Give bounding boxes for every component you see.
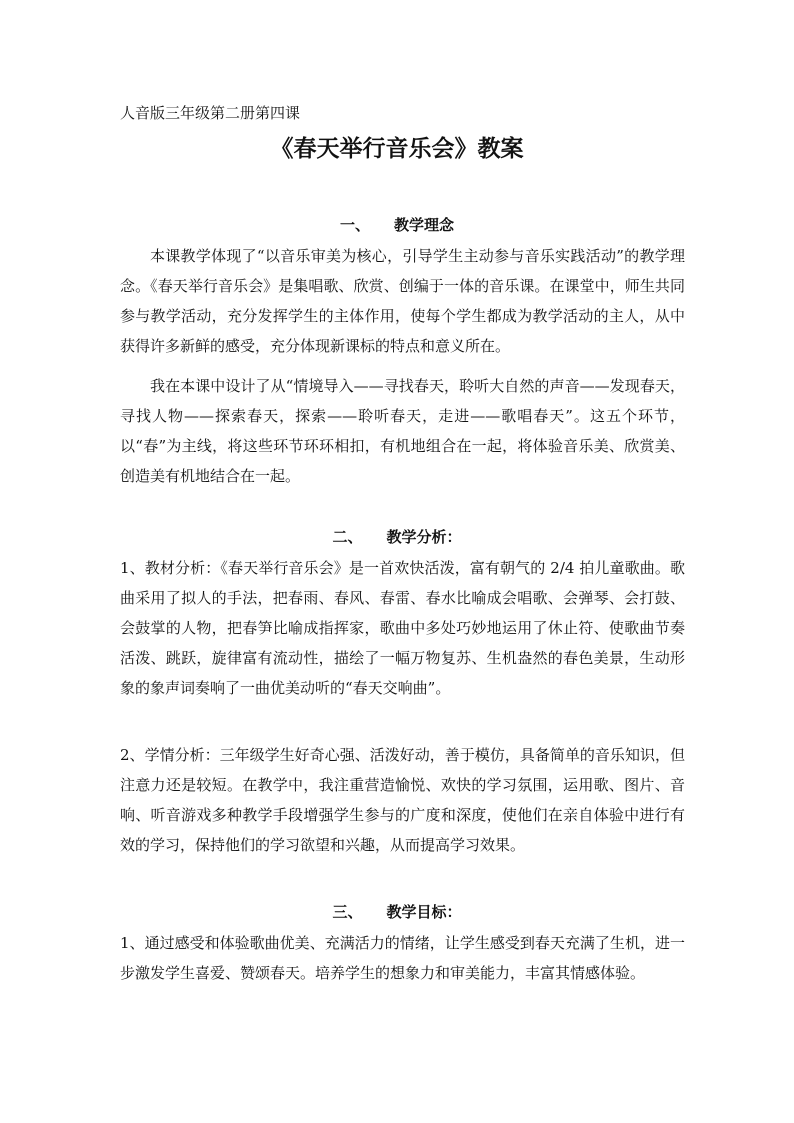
paragraph: 本课教学体现了“以音乐审美为核心，引导学生主动参与音乐实践活动”的教学理念。《春天举行音乐会》是集唱歌、欣赏、创编于一体的音乐课。在课堂中，师生共同参与教学活动，充分发挥学生的主体作用，使每个学生都成为教学活动的主人，从中获得许多新鲜的感受，充分体现新课标的特点和意义所在。 — [120, 247, 685, 355]
section-number: 一、 — [339, 216, 370, 234]
section-title: 教学目标： — [386, 903, 462, 921]
paragraph: 1、教材分析：《春天举行音乐会》是一首欢快活泼，富有朝气的 2/4 拍儿童歌曲。歌曲采用了拟人的手法，把春雨、春风、春雷、春水比喻成会唱歌、会弹琴、会打鼓、会鼓掌的人物，把春笋比喻成指挥家，歌曲中多处巧妙地运用了休止符、使歌曲节奏活泼、跳跃，旋律富有流动性，描绘了一幅万物复苏、生机盎然的春色美景，生动形象的象声词奏响了一曲优美动听的“春天交响曲”。 — [120, 559, 685, 697]
document-title: 《春天举行音乐会》教案 — [270, 135, 524, 162]
section-heading-2 — [0, 527, 794, 547]
paragraph: 1、通过感受和体验歌曲优美、充满活力的情绪，让学生感受到春天充满了生机，进一步激发学生喜爱、赞颂春天。培养学生的想象力和审美能力，丰富其情感体验。 — [120, 934, 685, 982]
paragraph: 我在本课中设计了从“情境导入——寻找春天，聆听大自然的声音——发现春天，寻找人物——探索春天，探索——聆听春天，走进——歌唱春天”。这五个环节，以“春”为主线，将这些环节环环相扣，有机地组合在一起，将体验音乐美、欣赏美、创造美有机地结合在一起。 — [120, 377, 685, 485]
section-title: 教学分析： — [386, 528, 462, 546]
section-heading-3 — [0, 902, 794, 922]
section-title: 教学理念 — [394, 216, 455, 234]
section-heading-1 — [0, 215, 794, 235]
course-line: 人音版三年级第二册第四课 — [120, 104, 301, 122]
section-number: 二、 — [332, 528, 363, 546]
section-number: 三、 — [332, 903, 363, 921]
paragraph: 2、学情分析：三年级学生好奇心强、活泼好动，善于模仿，具备简单的音乐知识，但注意力还是较短。在教学中，我注重营造愉悦、欢快的学习氛围，运用歌、图片、音响、听音游戏多种教学手段增强学生参与的广度和深度，使他们在亲自体验中进行有效的学习，保持他们的学习欲望和兴趣，从而提高学习效果。 — [120, 746, 685, 854]
